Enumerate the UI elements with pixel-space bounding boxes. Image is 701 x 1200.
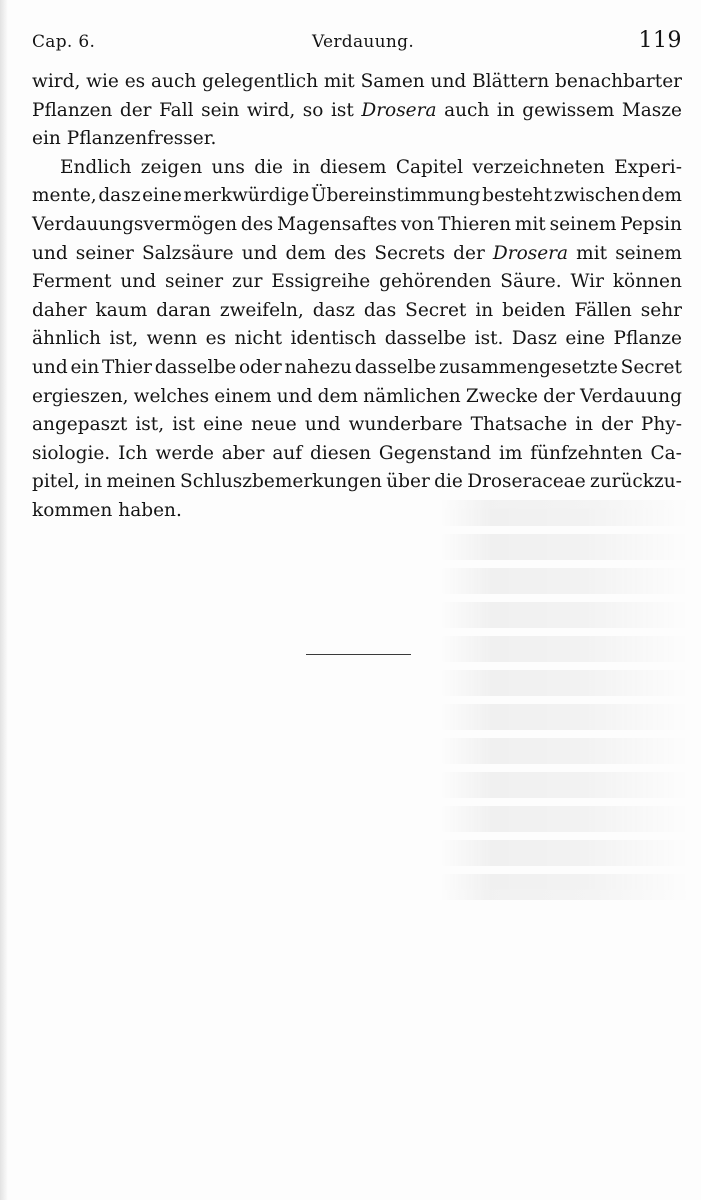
word: ergieszen, xyxy=(32,385,129,407)
word: Fall xyxy=(159,99,194,121)
word: Dasz xyxy=(511,328,557,350)
word: sein xyxy=(201,99,240,121)
text-line xyxy=(32,411,682,440)
chapter-label: Cap. 6. xyxy=(32,32,96,52)
word: Thieren xyxy=(438,213,511,235)
word: beiden xyxy=(502,299,566,321)
word: Pflanzen xyxy=(32,99,113,121)
word: und xyxy=(120,271,157,293)
running-head xyxy=(32,28,682,56)
word: Drosera xyxy=(361,99,437,121)
word: ein xyxy=(32,128,61,150)
text-line xyxy=(32,154,682,183)
text-line xyxy=(32,440,682,469)
word: Säure. xyxy=(500,271,562,293)
word: Ich xyxy=(118,442,148,464)
word: ist xyxy=(172,414,196,436)
word: Übereinstimmung xyxy=(310,185,481,207)
word: gelegentlich xyxy=(202,71,318,92)
word: dasz xyxy=(98,185,141,207)
text-line xyxy=(32,354,682,383)
word: nahezu xyxy=(284,356,352,378)
word: merkwürdige xyxy=(183,185,310,207)
word: Ca- xyxy=(650,442,682,464)
word: ist, xyxy=(135,414,165,436)
word: oder xyxy=(238,356,282,378)
text-line xyxy=(32,182,682,211)
word: Schluszbemerkungen xyxy=(180,471,382,493)
word: ähnlich xyxy=(32,328,101,350)
word: daher xyxy=(32,299,87,321)
word: dasselbe xyxy=(354,356,437,378)
word: Blättern xyxy=(472,71,550,92)
word: Capitel xyxy=(395,156,464,178)
word: meinen xyxy=(106,471,176,493)
word: benachbarter xyxy=(555,71,682,92)
word: mit xyxy=(514,213,546,235)
word: Magensaftes xyxy=(277,213,397,235)
word: dem xyxy=(641,185,682,207)
word: besteht xyxy=(482,185,553,207)
word: von xyxy=(400,213,435,235)
word: Masze xyxy=(621,99,682,121)
running-title: Verdauung. xyxy=(312,32,415,52)
word: des xyxy=(240,213,274,235)
body-text xyxy=(32,68,682,526)
word: des xyxy=(333,242,367,264)
word: Pflanzenfresser. xyxy=(66,128,217,150)
word: neue xyxy=(251,414,297,436)
word: seiner xyxy=(164,271,224,293)
text-line xyxy=(32,97,682,126)
word: zeigen xyxy=(140,156,203,178)
text-line xyxy=(32,297,682,326)
word: haben. xyxy=(118,499,182,521)
page-number: 119 xyxy=(638,28,682,53)
word: wie xyxy=(86,71,119,92)
word: zur xyxy=(231,271,263,293)
word: ist, xyxy=(109,328,139,350)
word: dem xyxy=(285,242,326,264)
text-line xyxy=(32,468,682,497)
word: ein xyxy=(70,356,100,378)
word: diesen xyxy=(309,442,372,464)
text-line xyxy=(32,211,682,240)
word: Pepsin xyxy=(620,213,682,235)
word: wunderbare xyxy=(348,414,463,436)
word: Samen xyxy=(360,71,425,92)
word: mente, xyxy=(32,185,97,207)
word: der xyxy=(543,385,575,407)
word: dasselbe xyxy=(384,328,467,350)
word: gewissem xyxy=(522,99,615,121)
word: fünfzehnten xyxy=(530,442,643,464)
word: Droseraceae xyxy=(467,471,586,493)
word: Secret xyxy=(620,356,682,378)
word: Ferment xyxy=(32,271,112,293)
word: das xyxy=(363,299,397,321)
text-line xyxy=(32,240,682,269)
word: seiner xyxy=(75,242,134,264)
word: seinem xyxy=(549,213,617,235)
word: und xyxy=(32,242,68,264)
word: der xyxy=(119,99,152,121)
word: eine xyxy=(565,328,606,350)
word: kommen xyxy=(32,499,113,521)
word: auf xyxy=(272,442,303,464)
word: und xyxy=(32,356,68,378)
word: einem xyxy=(214,385,272,407)
word: es xyxy=(124,71,146,92)
word: Thier xyxy=(101,356,152,378)
show-through-texture xyxy=(440,500,690,920)
word: und xyxy=(241,242,278,264)
word: Secrets xyxy=(374,242,446,264)
word: die xyxy=(254,156,284,178)
word: zusammengesetzte xyxy=(438,356,618,378)
word: der xyxy=(453,242,485,264)
word: und xyxy=(276,385,313,407)
word: mit xyxy=(576,242,608,264)
word: angepaszt xyxy=(32,414,128,436)
word: Endlich xyxy=(60,156,132,178)
word: welches xyxy=(133,385,210,407)
word: ist. xyxy=(474,328,504,350)
word: die xyxy=(434,471,463,493)
word: pitel, xyxy=(32,471,80,493)
word: zweifeln, xyxy=(219,299,304,321)
word: Gegenstand xyxy=(378,442,492,464)
word: in xyxy=(292,156,311,178)
word: in xyxy=(575,414,594,436)
word: in xyxy=(496,99,515,121)
word: Drosera xyxy=(492,242,569,264)
word: daran xyxy=(156,299,211,321)
word: ist xyxy=(330,99,354,121)
word: in xyxy=(475,299,494,321)
word: dem xyxy=(317,385,358,407)
word: identisch xyxy=(290,328,377,350)
word: seinem xyxy=(615,242,682,264)
word: aber xyxy=(221,442,265,464)
text-line xyxy=(32,268,682,297)
word: Verdauung xyxy=(580,385,682,407)
word: werde xyxy=(155,442,214,464)
end-rule xyxy=(306,654,411,655)
word: dasselbe xyxy=(154,356,237,378)
word: verzeichneten xyxy=(472,156,605,178)
word: zwischen xyxy=(553,185,640,207)
text-line xyxy=(32,383,682,412)
word: Wir xyxy=(570,271,604,293)
word: können xyxy=(612,271,682,293)
word: Fällen xyxy=(574,299,632,321)
word: in xyxy=(84,471,103,493)
word: uns xyxy=(211,156,245,178)
word: wenn xyxy=(146,328,198,350)
word: nämlichen xyxy=(363,385,461,407)
word: diesem xyxy=(319,156,387,178)
word: im xyxy=(498,442,523,464)
word: auch xyxy=(444,99,490,121)
word: der xyxy=(601,414,633,436)
word: wird, xyxy=(32,71,81,92)
word: und xyxy=(304,414,341,436)
word: eine xyxy=(142,185,182,207)
word: mit xyxy=(323,71,355,92)
word: nicht xyxy=(234,328,283,350)
word: kaum xyxy=(95,299,148,321)
word: Essigreihe xyxy=(271,271,371,293)
word: Phy- xyxy=(640,414,682,436)
word: gehörenden xyxy=(379,271,492,293)
word: siologie. xyxy=(32,442,111,464)
text-line xyxy=(32,68,682,97)
word: Salzsäure xyxy=(141,242,234,264)
word: Secret xyxy=(405,299,467,321)
text-line xyxy=(32,125,682,154)
word: und xyxy=(430,71,467,92)
word: sehr xyxy=(640,299,682,321)
text-line xyxy=(32,325,682,354)
word: dasz xyxy=(312,299,355,321)
word: so xyxy=(302,99,324,121)
word: auch xyxy=(151,71,197,92)
word: zurückzu- xyxy=(590,471,682,493)
word: wird, xyxy=(246,99,296,121)
word: eine xyxy=(203,414,243,436)
word: Verdauungsvermögen xyxy=(32,213,238,235)
word: Thatsache xyxy=(470,414,568,436)
page-gutter-shadow xyxy=(0,0,8,1200)
word: Pflanze xyxy=(613,328,682,350)
word: es xyxy=(205,328,227,350)
word: Experi- xyxy=(614,156,682,178)
word: über xyxy=(386,471,430,493)
word: Zwecke xyxy=(465,385,538,407)
